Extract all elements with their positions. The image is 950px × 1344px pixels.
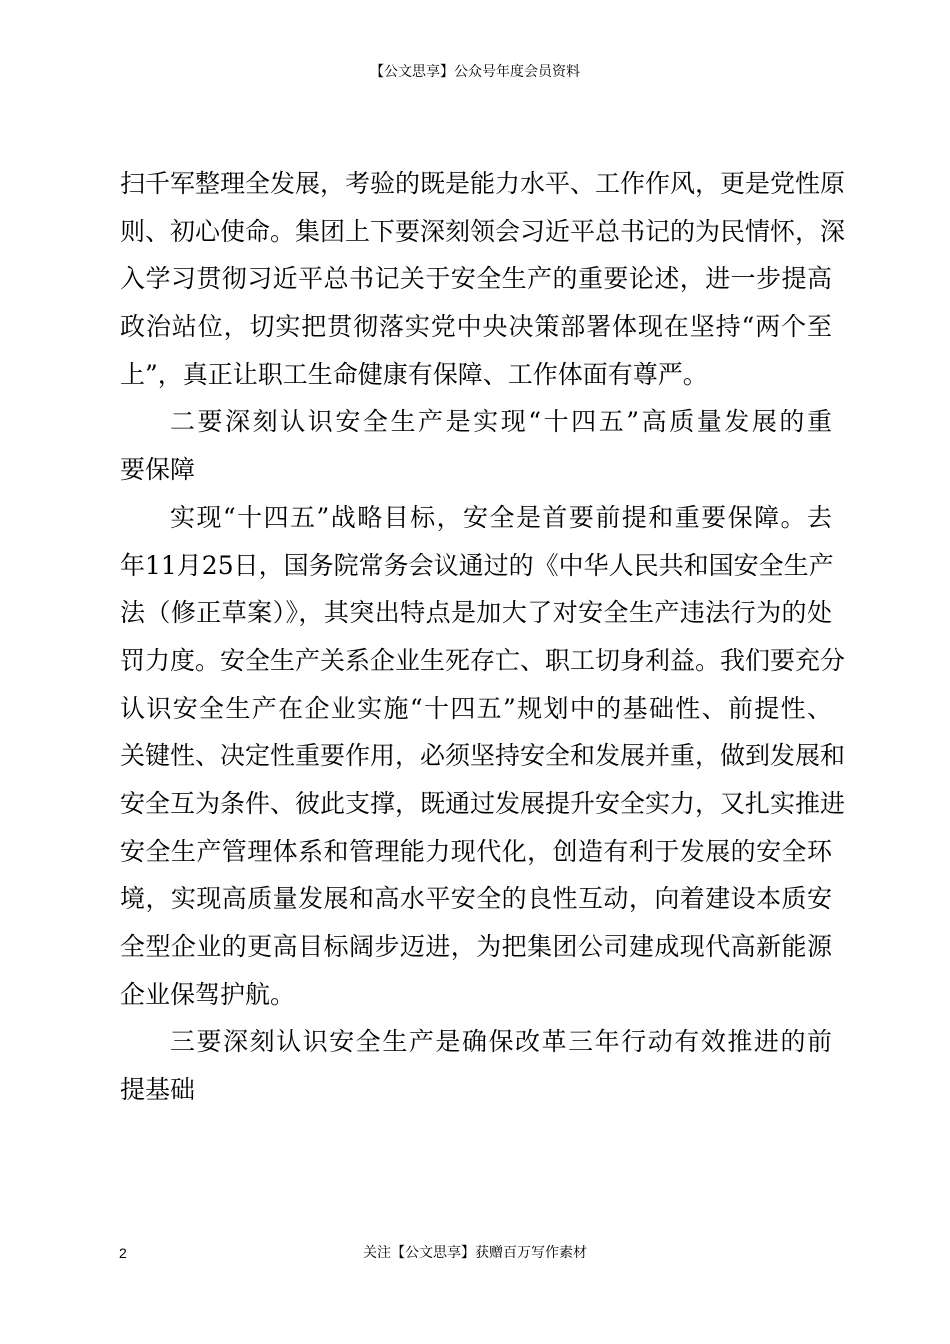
body-line: 则、初心使命。集团上下要深刻领会习近平总书记的为民情怀，深 [120, 216, 846, 246]
body-line: 关键性、决定性重要作用，必须坚持安全和发展并重，做到发展和 [120, 741, 846, 771]
body-line: 政治站位，切实把贯彻落实党中央决策部署体现在坚持“两个至 [120, 312, 832, 342]
body-line: 法（修正草案）》，其突出特点是加大了对安全生产违法行为的处 [120, 598, 832, 628]
body-line: 全型企业的更高目标阔步迈进，为把集团公司建成现代高新能源 [120, 932, 832, 961]
section-heading-line: 提基础 [120, 1075, 196, 1105]
page-footer: 关注【公文思享】获赠百万写作素材 [363, 1245, 587, 1261]
body-line: 罚力度。安全生产关系企业生死存亡、职工切身利益。我们要充分 [120, 645, 846, 675]
body-line: 入学习贯彻习近平总书记关于安全生产的重要论述，进一步提高 [120, 264, 832, 294]
body-line: 年11月25日，国务院常务会议通过的《中华人民共和国安全生产 [120, 550, 834, 580]
body-line: 认识安全生产在企业实施“十四五”规划中的基础性、前提性、 [120, 693, 832, 723]
body-line: 实现“十四五”战略目标，安全是首要前提和重要保障。去 [170, 502, 832, 532]
body-line: 境，实现高质量发展和高水平安全的良性互动，向着建设本质安 [120, 884, 832, 914]
page-header: 【公文思享】公众号年度会员资料 [370, 64, 580, 80]
body-line: 安全互为条件、彼此支撑，既通过发展提升安全实力，又扎实推进 [120, 788, 846, 818]
page-number: 2 [119, 1245, 127, 1261]
body-line: 企业保驾护航。 [120, 979, 296, 1009]
section-heading-line: 三要深刻认识安全生产是确保改革三年行动有效推进的前 [170, 1027, 832, 1057]
section-heading-line: 二要深刻认识安全生产是实现“十四五”高质量发展的重 [170, 407, 832, 437]
body-line: 上”，真正让职工生命健康有保障、工作体面有尊严。 [120, 359, 708, 389]
section-heading-line: 要保障 [120, 455, 196, 485]
body-line: 扫千军整理全发展，考验的既是能力水平、工作作风，更是党性原 [120, 169, 846, 198]
body-text [120, 169, 846, 1124]
body-line: 安全生产管理体系和管理能力现代化，创造有利于发展的安全环 [120, 836, 832, 866]
